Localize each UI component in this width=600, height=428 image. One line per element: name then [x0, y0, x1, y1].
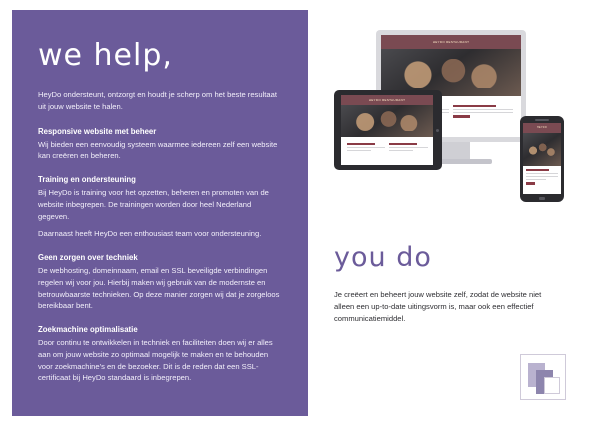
- site-column: [389, 143, 428, 153]
- site-logo: HEYDO RESTAURANT: [368, 97, 406, 102]
- phone-home-button: [539, 197, 545, 200]
- site-text-line: [347, 150, 371, 151]
- brand-logo-icon: [520, 354, 566, 400]
- site-button: [453, 115, 470, 118]
- site-heading: [526, 169, 550, 171]
- site-logo: HEYDO: [536, 126, 547, 130]
- section-paragraph: Door continu te ontwikkelen in techniek en faciliteiten doen wij er alles aan om jouw website zo optimaal mogelijk te maken en te behouden voor zoekmachine's en de bezoeker. Dit is de reden dat een SSL-certificaat bij HeyDo standaard is inbegrepen.: [38, 338, 273, 383]
- site-logo: HEYDO RESTAURANT: [432, 40, 470, 45]
- tablet-camera: [436, 129, 439, 132]
- site-button: [526, 182, 535, 185]
- site-text-line: [389, 150, 413, 151]
- phone-mockup: [520, 116, 564, 202]
- site-header-bar: [523, 123, 561, 133]
- section-paragraph: De webhosting, domeinnaam, email en SSL beveiligde verbindingen regelen wij voor jou. Hierbij maken wij gebruik van de modernste en betrouwbaarste technieken. Op deze manier zorgen wij dat je zorgeloos bereikbaar bent.: [38, 266, 280, 311]
- tablet-screen: [341, 95, 433, 165]
- phone-speaker: [535, 119, 549, 121]
- site-hero-image: [341, 105, 433, 137]
- section-paragraph: Wij bieden een eenvoudig systeem waarmee iedereen zelf een website kan creëren en beheren.: [38, 139, 278, 161]
- site-header-bar: [341, 95, 433, 105]
- section-paragraph: Bij HeyDo is training voor het opzetten, beheren en promoten van de website inbegrepen. De trainingen worden door heel Nederland gegeven.: [38, 188, 269, 221]
- site-column: [347, 143, 386, 153]
- phone-screen: [523, 123, 561, 194]
- site-text-line: [526, 179, 546, 180]
- website-preview-tablet: [341, 95, 433, 165]
- site-heading: [453, 105, 496, 107]
- logo-shape-front: [544, 377, 560, 394]
- page-title: we help,: [38, 38, 173, 73]
- section-title: Training en ondersteuning: [38, 175, 136, 185]
- section-title: Responsive website met beheer: [38, 126, 157, 136]
- intro-paragraph: HeyDo ondersteunt, ontzorgt en houdt je scherp om het beste resultaat uit jouw website te halen.: [38, 90, 277, 111]
- site-text-line: [526, 173, 559, 174]
- site-text-line: [453, 112, 512, 113]
- site-header-bar: [381, 35, 521, 49]
- right-white-panel: [308, 10, 588, 416]
- brochure-sheet: [12, 10, 588, 416]
- tablet-mockup: [334, 90, 442, 170]
- section-training-support: [38, 175, 282, 240]
- site-content: [523, 166, 561, 194]
- site-heading: [389, 143, 417, 145]
- section-title: Geen zorgen over techniek: [38, 253, 138, 263]
- site-content: [341, 137, 433, 165]
- site-hero-image: [523, 133, 561, 166]
- site-columns: [347, 143, 428, 153]
- site-text-line: [453, 109, 512, 110]
- site-text-line: [389, 147, 428, 148]
- section-seo: [38, 325, 282, 384]
- site-column: [453, 105, 512, 119]
- section-technics: [38, 253, 282, 312]
- right-title: you do: [334, 242, 432, 273]
- site-text-line: [347, 147, 386, 148]
- left-purple-panel: [12, 10, 308, 416]
- website-preview-phone: [523, 123, 561, 194]
- device-mockup-group: [334, 28, 570, 224]
- section-responsive-website: [38, 127, 282, 163]
- site-text-line: [526, 176, 559, 177]
- section-paragraph: Daarnaast heeft HeyDo een enthousiast team voor ondersteuning.: [38, 229, 262, 239]
- section-title: Zoekmachine optimalisatie: [38, 325, 138, 335]
- site-heading: [347, 143, 375, 145]
- right-paragraph: Je creëert en beheert jouw website zelf, zodat de website niet alleen een up-to-date uitingsvorm is, maar ook een effectief communicatiemiddel.: [334, 290, 542, 324]
